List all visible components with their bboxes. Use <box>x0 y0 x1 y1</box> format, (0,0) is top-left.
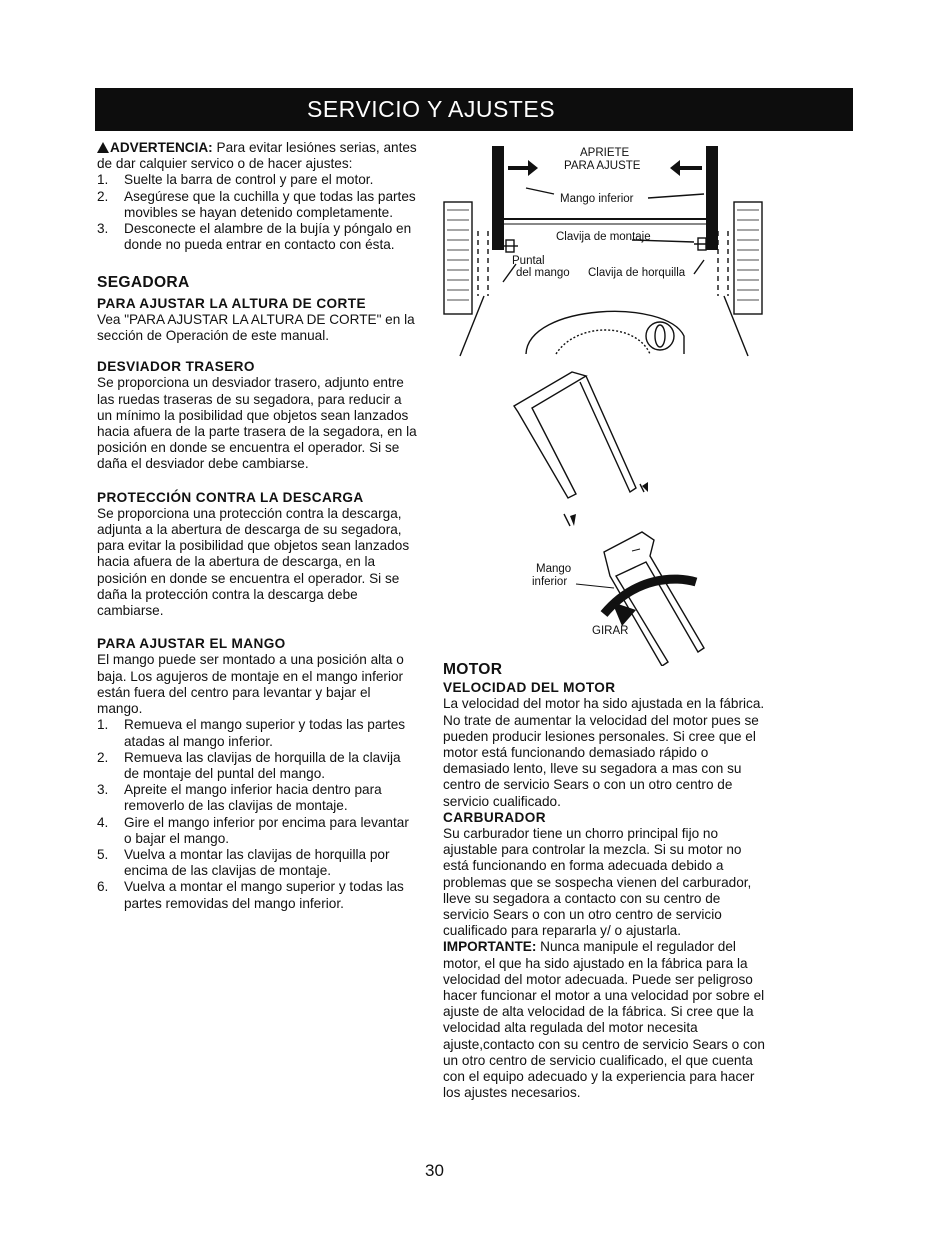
proteccion-text: Se proporciona una protección contra la descarga, adjunta a la abertura de descarga de su segadora, para evitar la posibilidad que objetos sean lanzados hacia afuera de la abertura de descarga, en la posición en donde se encuentra el operador. Si se daña la protección contra la descarga debe cambiarse. <box>97 505 410 619</box>
right-column <box>443 662 768 1101</box>
altura-text: Vea "PARA AJUSTAR LA ALTURA DE CORTE" en la sección de Operación de este manual. <box>97 311 415 344</box>
heading-carburador: CARBURADOR <box>443 809 546 825</box>
list-item: 3. Desconecte el alambre de la bujía y póngalo en donde no pueda entrar en contacto con ésta. <box>97 221 412 253</box>
label-del-mango: del mango <box>516 267 570 279</box>
list-item: 5. Vuelva a montar las clavijas de horquilla por encima de las clavijas de montaje. <box>97 846 390 879</box>
label-girar: GIRAR <box>592 625 629 637</box>
importante-label: IMPORTANTE: <box>443 939 537 955</box>
label-mango-inferior-top: Mango inferior <box>560 193 634 205</box>
list-item: 3. Apreite el mango inferior hacia dentro para removerlo de las clavijas de montaje. <box>97 782 382 814</box>
label-para-ajuste: PARA AJUSTE <box>564 160 641 172</box>
list-item: 6. Vuelva a montar el mango superior y todas las partes removidas del mango inferior. <box>97 879 404 911</box>
label-apriete: APRIETE <box>580 147 630 159</box>
mango-steps <box>97 717 419 911</box>
page-number: 30 <box>425 1161 444 1180</box>
section-title-motor: MOTOR <box>443 661 503 678</box>
warning-paragraph <box>97 140 419 172</box>
label-mango: Mango <box>536 563 572 575</box>
list-item: 2. Asegúrese que la cuchilla y que todas las partes movibles se hayan detenido completamente. <box>97 188 416 220</box>
left-wheel-icon <box>444 202 472 314</box>
handle-adjust-diagram <box>436 136 776 666</box>
right-wheel-icon <box>734 202 762 314</box>
page-banner: SERVICIO Y AJUSTES <box>95 88 853 131</box>
heading-altura-corte: PARA AJUSTAR LA ALTURA DE CORTE <box>97 295 366 311</box>
heading-desviador: DESVIADOR TRASERO <box>97 359 255 375</box>
list-item: 1. Suelte la barra de control y pare el motor. <box>97 172 374 188</box>
warning-label: ADVERTENCIA: <box>110 140 213 155</box>
warning-text: Para evitar lesiónes serias, antes de dar calquier servico o de hacer ajustes: <box>97 140 417 172</box>
importante-paragraph <box>443 939 768 1101</box>
warning-icon <box>97 142 109 153</box>
carburador-text: Su carburador tiene un chorro principal fijo no ajustable para controlar la mezcla. Si su motor no está funcionando en forma adecuada debido a problemas que se sospecha vienen del carburador, lleve su segadora a contacto con su centro de servicio Sears o con un otro centro de servicio cualificado para repararla y/ o ajustarla. <box>443 826 752 939</box>
desviador-text: Se proporciona un desviador trasero, adjunto entre las ruedas traseras de su segadora, para reducir a un mínimo la posibilidad que objetos sean lanzados hacia afuera de la parte trasera de la segadora, en la posición en donde se encuentra el operador. Si se daña el desviador debe cambiarse. <box>97 375 417 472</box>
heading-velocidad: VELOCIDAD DEL MOTOR <box>443 680 616 696</box>
heading-mango: PARA AJUSTAR EL MANGO <box>97 636 286 652</box>
left-column <box>97 140 419 912</box>
velocidad-text: La velocidad del motor ha sido ajustada en la fábrica. No trate de aumentar la velocidad del motor pues se pueden producir lesiones personales. Si cree que el motor está funcionando demasiado rápido o demasiado lento, lleve su segadora a mas con su centro de servicio Sears o con un otro centro de servicio cualificado. <box>443 696 765 809</box>
label-puntal: Puntal <box>512 255 545 267</box>
importante-text: Nunca manipule el regulador del motor, el que ha sido ajustado en la fábrica para la velocidad del motor adecuada. Puede ser peligroso hacer funcionar el motor a una velocidad por sobre el ajuste de alta velocidad de la fábrica. Si cree que la velocidad alta regulada del motor necesita ajuste,contacto con su centro de servicio Sears o con un otro centro de servicio cualificado, el que cuenta con el equipo adecuado y la experiencia para hacer los ajustes necesarios. <box>443 939 765 1101</box>
list-item: 4. Gire el mango inferior por encima para levantar o bajar el mango. <box>97 814 409 846</box>
label-clavija-montaje: Clavija de montaje <box>556 231 651 243</box>
heading-proteccion: PROTECCIÓN CONTRA LA DESCARGA <box>97 489 364 505</box>
label-inferior: inferior <box>532 576 568 588</box>
section-title-segadora: SEGADORA <box>97 274 190 292</box>
warning-steps <box>97 172 419 253</box>
label-clavija-horquilla: Clavija de horquilla <box>588 267 686 279</box>
list-item: 2. Remueva las clavijas de horquilla de la clavija de montaje del puntal del mango. <box>97 749 401 781</box>
mango-text: El mango puede ser montado a una posición alta o baja. Los agujeros de montaje en el mango inferior están fuera del centro para levantar y bajar el mango. <box>97 652 404 717</box>
list-item: 1. Remueva el mango superior y todas las partes atadas al mango inferior. <box>97 717 406 749</box>
